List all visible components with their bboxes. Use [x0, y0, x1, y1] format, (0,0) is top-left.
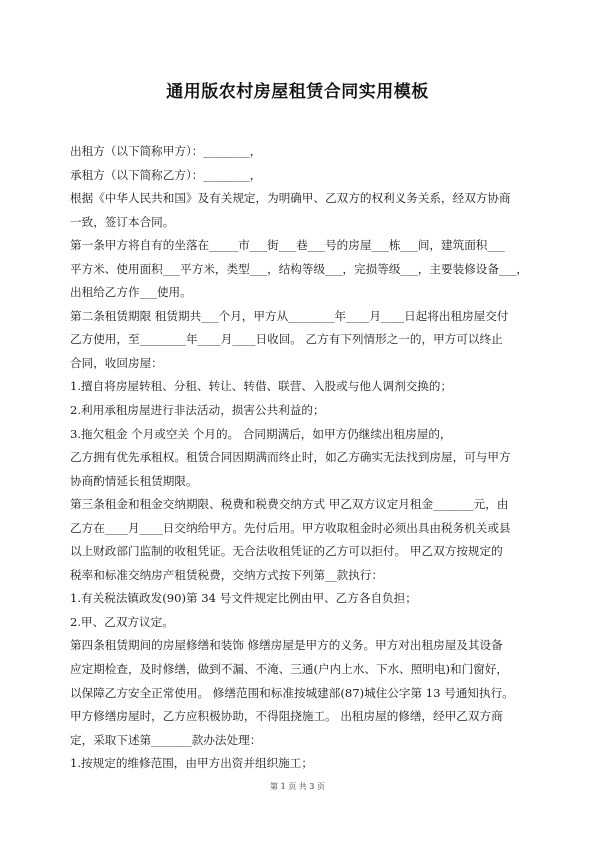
- body-line: 乙方使用，至________年____月____日收回。 乙方有下列情形之一的，甲方可以终止: [70, 332, 503, 347]
- body-line: 1.有关税法镇政发(90)第 34 号文件规定比例由甲、乙方各自负担；: [70, 591, 417, 606]
- body-line: 乙方在____月____日交纳给甲方。先付后用。甲方收取租金时必须出具由税务机关或县: [70, 520, 511, 535]
- body-line: 税率和标准交纳房产租赁税费，交纳方式按下列第__款执行：: [70, 567, 384, 582]
- body-line: 以上财政部门监制的收租凭证。无合法收租凭证的乙方可以拒付。 甲乙双方按规定的: [70, 544, 503, 559]
- body-line: 出租方（以下简称甲方）：________，: [70, 144, 262, 158]
- document-title: 通用版农村房屋租赁合同实用模板: [166, 82, 429, 102]
- body-line: 乙方拥有优先承租权。租赁合同因期满而终止时，如乙方确实无法找到房屋，可与甲方: [70, 450, 511, 465]
- body-line: 定，采取下述第_______款办法处理：: [70, 732, 262, 747]
- body-line: 协商酌情延长租赁期限。: [70, 473, 198, 488]
- page-footer: 第 1 页 共 3 页: [270, 782, 325, 791]
- body-line: 一致，签订本合同。: [70, 214, 175, 229]
- body-line: 以保障乙方安全正常使用。 修缮范围和标准按城建部(87)城住公字第 13 号通知执行。: [70, 685, 514, 700]
- body-line: 1.擅自将房屋转租、分租、转让、转借、联营、入股或与他人调剂交换的；: [70, 379, 453, 394]
- document-body: [70, 140, 530, 776]
- body-line: 2.甲、乙双方议定。: [70, 614, 174, 629]
- body-line: 根据《中华人民共和国》及有关规定，为明确甲、乙双方的权利义务关系，经双方协商: [70, 191, 511, 206]
- body-line: 3.拖欠租金 个月或空关 个月的。 合同期满后，如甲方仍继续出租房屋的，: [70, 426, 452, 441]
- body-line: 出租给乙方作___使用。: [70, 285, 192, 300]
- body-line: 应定期检查，及时修缮，做到不漏、不淹、三通(户内上水、下水、照明电)和门窗好，: [70, 662, 509, 677]
- body-line: 第四条租赁期间的房屋修缮和装饰 修缮房屋是甲方的义务。甲方对出租房屋及其设备: [70, 638, 503, 653]
- body-line: 第三条租金和租金交纳期限、税费和税费交纳方式 甲乙双方议定月租金_______元，由: [70, 497, 509, 512]
- body-line: 合同，收回房屋：: [70, 355, 163, 370]
- body-line: 1.按规定的维修范围，由甲方出资并组织施工；: [70, 756, 313, 771]
- body-line: 甲方修缮房屋时，乙方应积极协助，不得阻挠施工。 出租房屋的修缮，经甲乙双方商: [70, 709, 503, 724]
- body-line: 平方米、使用面积___平方米，类型___，结构等级___，完损等级___，主要装修设备___，: [70, 261, 528, 276]
- body-line: 第一条甲方将自有的坐落在_____市___街___巷___号的房屋___栋___间，建筑面积___: [70, 238, 505, 253]
- body-line: 承租方（以下简称乙方）：________，: [70, 167, 262, 182]
- body-line: 第二条租赁期限 租赁期共___个月，甲方从________年____月____日起将出租房屋交付: [70, 308, 509, 323]
- body-line: 2.利用承租房屋进行非法活动，损害公共利益的；: [70, 403, 325, 418]
